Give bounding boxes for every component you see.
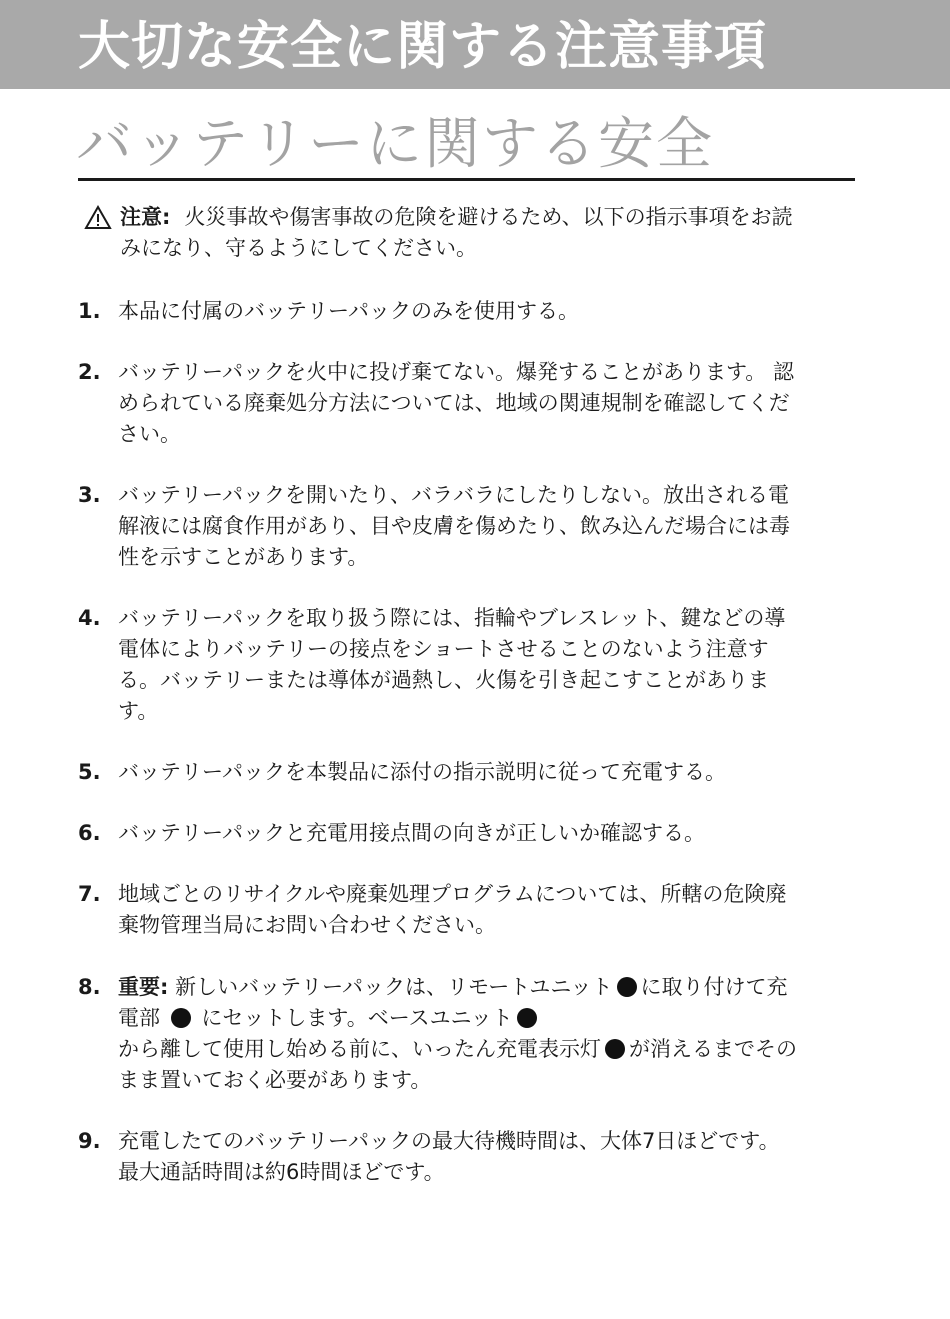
item-text: 地域ごとのリサイクルや廃棄処理プログラムについては、所轄の危険廃棄物管理当局にお問い合わせください。 — [118, 882, 787, 937]
item-number: 4. — [78, 606, 101, 630]
list-item — [78, 972, 798, 1096]
remote-unit-indicator-icon — [617, 977, 637, 997]
item-text-part: が消えるまでそのまま置いておく必要があります。 — [118, 1037, 797, 1092]
item-number: 9. — [78, 1129, 101, 1153]
section-title: バッテリーに関する安全 — [76, 112, 714, 177]
item-text: バッテリーパックを開いたり、バラバラにしたりしない。放出される電解液には腐食作用があり、目や皮膚を傷めたり、飲み込んだ場合には毒性を示すことがあります。 — [118, 483, 790, 569]
item-text: バッテリーパックを取り扱う際には、指輪やブレスレット、鍵などの導電体によりバッテリーの接点をショートさせることのないよう注意する。バッテリーまたは導体が過熱し、火傷を引き起こすことがあります。 — [118, 606, 786, 723]
list-item — [78, 1126, 798, 1188]
list-item — [78, 603, 798, 727]
item-text: 本品に付属のバッテリーパックのみを使用する。 — [118, 299, 579, 323]
caution-label: 注意: — [120, 205, 171, 229]
list-item — [78, 480, 798, 573]
item-text: バッテリーパックと充電用接点間の向きが正しいか確認する。 — [118, 821, 705, 845]
section-divider — [78, 178, 855, 181]
item-number: 8. — [78, 975, 101, 999]
item-number: 6. — [78, 821, 101, 845]
item-text: 充電したてのバッテリーパックの最大待機時間は、大体7日ほどです。最大通話時間は約6時間ほどです。 — [118, 1129, 780, 1184]
item-text-part: 新しいバッテリーパックは、リモートユニット — [175, 975, 613, 999]
warning-triangle-icon — [84, 205, 112, 230]
charge-lamp-indicator-icon — [605, 1039, 625, 1059]
list-item — [78, 357, 798, 450]
item-number: 3. — [78, 483, 101, 507]
item-number: 1. — [78, 299, 101, 323]
caution-block — [84, 202, 804, 264]
list-item — [78, 296, 798, 327]
item-number: 5. — [78, 760, 101, 784]
list-item — [78, 818, 798, 849]
base-unit-indicator-icon — [517, 1008, 537, 1028]
item-text: バッテリーパックを本製品に添付の指示説明に従って充電する。 — [118, 760, 726, 784]
item-text: バッテリーパックを火中に投げ棄てない。爆発することがあります。 認められている廃棄処分方法については、地域の関連規制を確認してください。 — [118, 360, 794, 446]
list-item — [78, 757, 798, 788]
item-text-part: にセットします。ベースユニット — [201, 1006, 513, 1030]
item-text — [78, 972, 798, 1096]
item-number: 7. — [78, 882, 101, 906]
list-item — [78, 879, 798, 941]
item-text-part: に取り付けて充電部 — [118, 975, 788, 1030]
charger-indicator-icon — [171, 1008, 191, 1028]
page-title: 大切な安全に関する注意事項 — [78, 17, 768, 77]
item-number: 2. — [78, 360, 101, 384]
important-label: 重要: — [118, 975, 169, 999]
item-text-part: から離して使用し始める前に、いったん充電表示灯 — [118, 1037, 601, 1061]
caution-text: 火災事故や傷害事故の危険を避けるため、以下の指示事項をお読みになり、守るようにしてください。 — [120, 205, 793, 260]
